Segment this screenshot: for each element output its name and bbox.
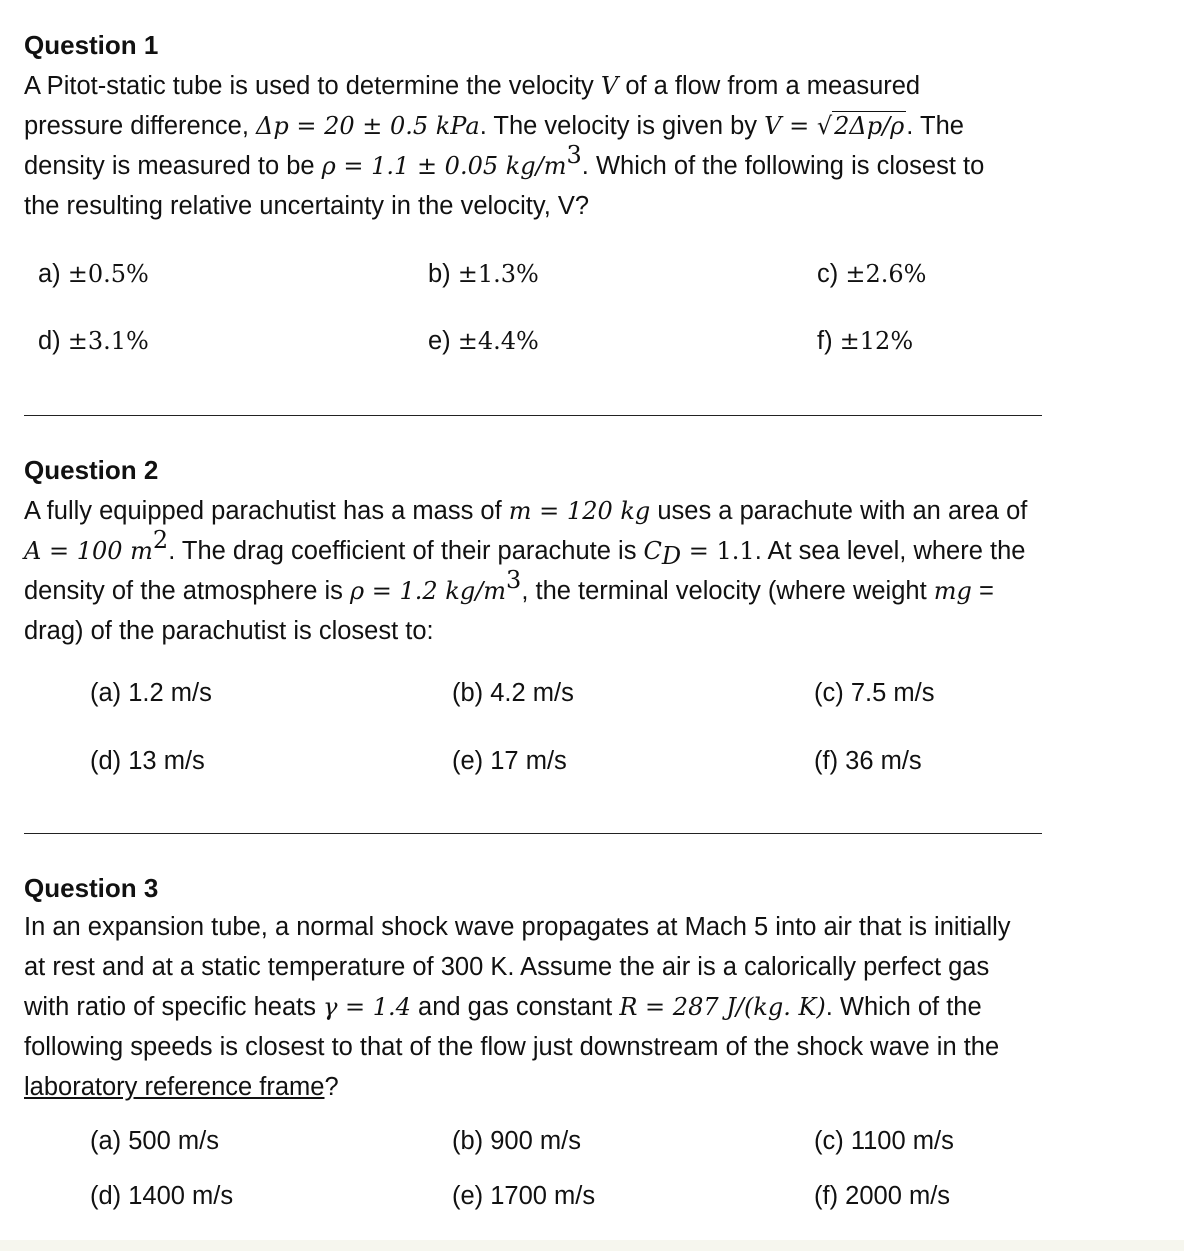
- option-label: (b): [452, 679, 491, 707]
- question-3-line-4: following speeds is closest to that of the flow just downstream of the shock wave in the: [24, 1033, 1000, 1061]
- option-value: ±3.1%: [67, 327, 149, 355]
- option-label: d): [38, 327, 68, 355]
- option-value: 1700 m/s: [490, 1182, 596, 1210]
- option-label: (c): [814, 679, 851, 707]
- math-exponent: 3: [566, 141, 582, 169]
- separator-rule: [24, 833, 1042, 834]
- text-fragment: =: [971, 577, 994, 605]
- option-value: ±12%: [839, 327, 914, 355]
- option-value: 4.2 m/s: [490, 679, 574, 707]
- option-label: b): [428, 260, 458, 288]
- option-label: a): [38, 260, 68, 288]
- text-fragment: , the terminal velocity (where weight: [521, 577, 934, 605]
- question-1-title: Question 1: [24, 30, 159, 60]
- option-label: (d): [90, 1182, 129, 1210]
- text-fragment: uses a parachute with an area of: [650, 497, 1028, 525]
- text-fragment: pressure difference,: [24, 112, 256, 140]
- text-fragment: ?: [324, 1073, 339, 1101]
- option-value: ±0.5%: [67, 260, 149, 288]
- question-1-line-2: [24, 106, 1180, 146]
- option-d: [38, 326, 149, 356]
- option-label: (f): [814, 1182, 846, 1210]
- text-fragment: . The: [906, 112, 964, 140]
- question-3-options: [90, 1126, 1090, 1211]
- option-row: [90, 1181, 1090, 1211]
- text-fragment: . Which of the following is closest to: [581, 152, 985, 180]
- text-fragment: . Which of the: [825, 993, 982, 1021]
- question-1-line-1: [24, 66, 1180, 106]
- option-label: (a): [90, 1127, 129, 1155]
- option-e: [428, 326, 539, 356]
- separator-rule: [24, 415, 1042, 416]
- math-drag-coefficient-value: = 1.1: [681, 537, 755, 565]
- text-fragment: . The velocity is given by: [479, 112, 765, 140]
- option-value: ±1.3%: [457, 260, 539, 288]
- option-label: f): [817, 327, 840, 355]
- option-a: [90, 1126, 219, 1156]
- option-f: [817, 326, 913, 356]
- radical-sign-icon: √: [816, 112, 833, 140]
- option-value: 500 m/s: [128, 1127, 219, 1155]
- option-value: 1.2 m/s: [128, 679, 212, 707]
- option-f: [814, 1181, 950, 1211]
- question-2-title: Question 2: [24, 455, 159, 485]
- math-velocity-lhs: V =: [764, 112, 817, 140]
- question-3-line-3: [24, 987, 1180, 1027]
- option-row: [38, 259, 1138, 289]
- option-row: [90, 1126, 1090, 1156]
- math-exponent: 2: [152, 526, 169, 554]
- question-2-text: [24, 491, 1180, 651]
- text-fragment: A fully equipped parachutist has a mass of: [24, 497, 509, 525]
- option-a: [38, 259, 149, 289]
- option-value: 7.5 m/s: [850, 679, 935, 707]
- option-label: e): [428, 327, 458, 355]
- text-fragment: density of the atmosphere is: [24, 577, 351, 605]
- question-1-text: [24, 66, 1180, 226]
- math-mass: m = 120 kg: [508, 497, 651, 525]
- option-b: [452, 1126, 581, 1156]
- option-value: 36 m/s: [845, 747, 922, 775]
- question-2-line-1: [24, 491, 1180, 531]
- option-row: [90, 746, 1090, 776]
- option-label: (f): [814, 747, 846, 775]
- question-3: [24, 873, 1180, 1107]
- option-c: [814, 678, 934, 708]
- square-root-expression: [817, 106, 906, 146]
- option-value: 900 m/s: [490, 1127, 581, 1155]
- question-1: [24, 30, 1180, 226]
- question-3-text: [24, 907, 1180, 1107]
- question-1-line-3: [24, 141, 1180, 186]
- math-velocity-symbol: V: [600, 72, 619, 100]
- option-c: [817, 259, 926, 289]
- text-fragment: and gas constant: [410, 993, 620, 1021]
- option-value: 1100 m/s: [850, 1127, 954, 1155]
- option-value: ±2.6%: [845, 260, 927, 288]
- text-fragment: . At sea level, where the: [754, 537, 1026, 565]
- option-c: [814, 1126, 954, 1156]
- option-label: (d): [90, 747, 129, 775]
- option-d: [90, 1181, 233, 1211]
- question-3-line-1: In an expansion tube, a normal shock wave propagates at Mach 5 into air that is initially: [24, 913, 1011, 941]
- option-f: [814, 746, 922, 776]
- option-value: ±4.4%: [457, 327, 539, 355]
- math-area: A = 100 m: [24, 537, 153, 565]
- question-3-title: Question 3: [24, 873, 159, 903]
- text-fragment: of a flow from a measured: [618, 72, 921, 100]
- option-label: c): [817, 260, 846, 288]
- option-a: [90, 678, 212, 708]
- question-1-line-4: the resulting relative uncertainty in the velocity, V?: [24, 192, 590, 220]
- text-fragment: A Pitot-static tube is used to determine the velocity: [24, 72, 601, 100]
- question-2-line-3: [24, 566, 1180, 611]
- question-2-options: [90, 678, 1090, 776]
- math-exponent: 3: [506, 566, 522, 594]
- question-3-line-2: at rest and at a static temperature of 300 K. Assume the air is a calorically perfect gas: [24, 953, 990, 981]
- question-2: [24, 455, 1180, 651]
- option-row: [90, 678, 1090, 708]
- option-e: [452, 1181, 595, 1211]
- option-label: (e): [452, 1182, 491, 1210]
- option-b: [428, 259, 539, 289]
- radicand: 2Δp/ρ: [834, 112, 905, 140]
- option-row: [38, 326, 1138, 356]
- option-label: (b): [452, 1127, 491, 1155]
- text-fragment: with ratio of specific heats: [24, 993, 324, 1021]
- text-fragment: density is measured to be: [24, 152, 322, 180]
- option-value: 17 m/s: [490, 747, 567, 775]
- underlined-text: laboratory reference frame: [24, 1073, 325, 1101]
- question-1-options: [38, 259, 1138, 356]
- question-3-line-5: [24, 1067, 1180, 1107]
- option-e: [452, 746, 567, 776]
- option-value: 13 m/s: [128, 747, 205, 775]
- math-gas-constant: R = 287 J/(kg. K): [619, 993, 826, 1021]
- math-subscript: D: [661, 542, 682, 570]
- math-density: ρ = 1.1 ± 0.05 kg/m: [321, 152, 567, 180]
- math-drag-coefficient: C: [643, 537, 662, 565]
- math-density: ρ = 1.2 kg/m: [350, 577, 507, 605]
- text-fragment: . The drag coefficient of their parachute is: [168, 537, 644, 565]
- option-b: [452, 678, 574, 708]
- page-bottom-strip: [0, 1240, 1184, 1251]
- option-label: (a): [90, 679, 129, 707]
- math-weight: mg: [933, 577, 972, 605]
- math-specific-heat-ratio: γ = 1.4: [323, 993, 411, 1021]
- option-value: 2000 m/s: [845, 1182, 951, 1210]
- option-value: 1400 m/s: [128, 1182, 234, 1210]
- question-2-line-4: drag) of the parachutist is closest to:: [24, 617, 434, 645]
- math-pressure-difference: Δp = 20 ± 0.5 kPa: [256, 112, 480, 140]
- option-d: [90, 746, 205, 776]
- option-label: (e): [452, 747, 491, 775]
- question-2-line-2: [24, 526, 1180, 571]
- option-label: (c): [814, 1127, 851, 1155]
